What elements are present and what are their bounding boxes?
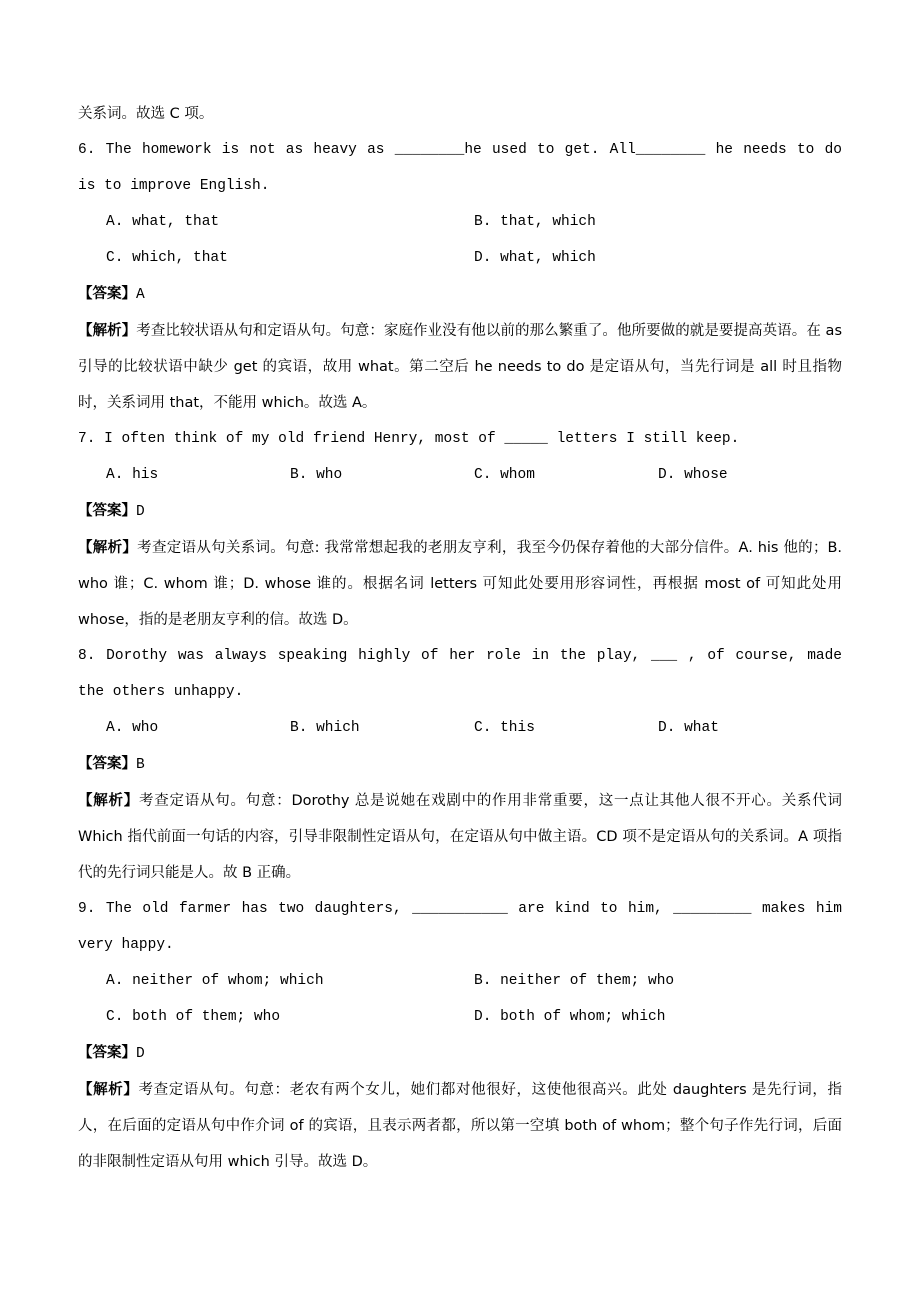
question-stem: 7. I often think of my old friend Henry, most of _____ letters I still keep.: [78, 431, 740, 447]
options-row: [78, 457, 842, 493]
option-a[interactable]: A. who: [106, 720, 159, 736]
option-b[interactable]: B. which: [290, 720, 360, 736]
option-b[interactable]: B. neither of them; who: [474, 973, 675, 989]
option-a[interactable]: A. his: [106, 467, 159, 483]
analysis-label: 【解析】: [78, 540, 138, 556]
option-d[interactable]: D. both of whom; which: [474, 1009, 666, 1025]
option-c[interactable]: C. which, that: [106, 250, 228, 266]
options-list: [78, 963, 842, 1035]
analysis-block: [78, 783, 842, 891]
options-row: [78, 204, 842, 240]
question-block-6: [78, 132, 851, 421]
answer-line: [78, 1035, 842, 1072]
options-row: [78, 999, 842, 1035]
option-d[interactable]: D. what: [658, 720, 719, 736]
analysis-block: [78, 313, 842, 421]
options-row: [78, 963, 842, 999]
options-list: [78, 457, 842, 493]
answer-value: A: [136, 287, 145, 303]
analysis-label: 【解析】: [78, 1082, 139, 1098]
analysis-text: 考查定语从句。句意：Dorothy 总是说她在戏剧中的作用非常重要，这一点让其他人很不开心。关系代词 Which 指代前面一句话的内容，引导非限制性定语从句，在定语从句中做主语。CD 项不是定语从句的关系词。A 项指代的先行词只能是人。故 B 正确。: [78, 793, 842, 881]
question-stem: 9. The old farmer has two daughters, ___________ are kind to him, _________ makes him very happy.: [78, 901, 851, 953]
answer-line: [78, 746, 842, 783]
answer-value: D: [136, 504, 145, 520]
analysis-text: 考查定语从句。句意：老农有两个女儿，她们都对他很好，这使他很高兴。此处 daughters 是先行词，指人，在后面的定语从句中作介词 of 的宾语，且表示两者都，所以第一空填 both of whom；整个句子作先行词，后面的非限制性定语从句用 which 引导。故选 D。: [78, 1082, 843, 1170]
option-d[interactable]: D. what, which: [474, 250, 596, 266]
answer-label: 【答案】: [78, 286, 136, 302]
answer-label: 【答案】: [78, 756, 136, 772]
answer-value: D: [136, 1046, 145, 1062]
option-a[interactable]: A. neither of whom; which: [106, 973, 324, 989]
analysis-label: 【解析】: [78, 323, 137, 339]
question-stem: 6. The homework is not as heavy as ________he used to get. All________ he needs to do is to improve English.: [78, 142, 851, 194]
options-row: [78, 240, 842, 276]
question-block-8: [78, 638, 851, 891]
continuation-text: 关系词。故选 C 项。: [78, 106, 214, 122]
option-c[interactable]: C. this: [474, 720, 535, 736]
analysis-text: 考查比较状语从句和定语从句。句意：家庭作业没有他以前的那么繁重了。他所要做的就是要提高英语。在 as 引导的比较状语中缺少 get 的宾语，故用 what。第二空后 he needs to do 是定语从句，当先行词是 all 时且指物时，关系词用 that，不能用 which。故选 A。: [78, 323, 842, 411]
option-b[interactable]: B. that, which: [474, 214, 596, 230]
option-c[interactable]: C. both of them; who: [106, 1009, 281, 1025]
analysis-block: [78, 1072, 842, 1180]
answer-label: 【答案】: [78, 1045, 136, 1061]
analysis-label: 【解析】: [78, 793, 139, 809]
options-list: [78, 204, 842, 276]
options-row: [78, 710, 842, 746]
analysis-block: [78, 530, 842, 638]
answer-label: 【答案】: [78, 503, 136, 519]
analysis-text: 考查定语从句关系词。句意: 我常常想起我的老朋友亨利，我至今仍保存着他的大部分信件。A. his 他的；B. who 谁；C. whom 谁；D. whose 谁的。根据名词 letters 可知此处要用形容词性，再根据 most of 可知此处用 whose，指的是老朋友亨利的信。故选 D。: [78, 540, 843, 628]
question-stem: 8. Dorothy was always speaking highly of her role in the play, ___ , of course, made the others unhappy.: [78, 648, 851, 700]
question-block-7: [78, 421, 842, 638]
option-d[interactable]: D. whose: [658, 467, 728, 483]
option-c[interactable]: C. whom: [474, 467, 535, 483]
option-b[interactable]: B. who: [290, 467, 343, 483]
answer-line: [78, 493, 842, 530]
answer-value: B: [136, 757, 145, 773]
option-a[interactable]: A. what, that: [106, 214, 220, 230]
answer-line: [78, 276, 842, 313]
question-block-9: [78, 891, 851, 1180]
options-list: [78, 710, 842, 746]
